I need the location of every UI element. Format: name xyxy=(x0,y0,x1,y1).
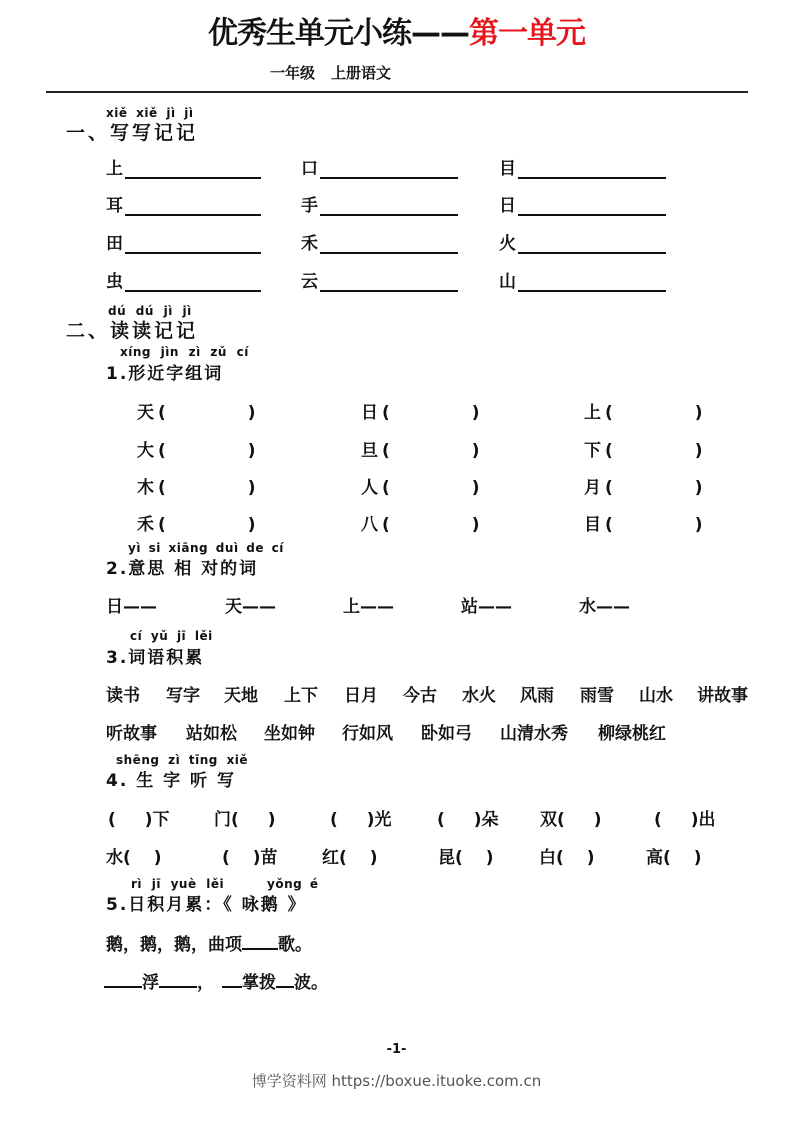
char-label: 上 xyxy=(584,403,601,423)
write-item xyxy=(301,267,458,292)
write-item xyxy=(499,191,666,216)
close-paren: ) xyxy=(247,515,256,535)
vocab-word: 行如风 xyxy=(342,724,393,744)
similar-char-item xyxy=(584,398,703,423)
part5-pinyin-left: rì jī yuè lěi xyxy=(131,877,225,891)
part2-title: 2.意思 相 对的词 xyxy=(106,559,259,579)
char-label: 目 xyxy=(499,159,516,179)
dictation-item[interactable]: 门( ) xyxy=(214,810,276,830)
part5-pinyin-right: yǒng é xyxy=(267,877,319,891)
vocab-word: 雨雪 xyxy=(580,686,614,706)
write-item xyxy=(301,154,458,179)
answer-line[interactable] xyxy=(125,270,261,292)
vocab-word: 卧如弓 xyxy=(421,724,472,744)
similar-char-item xyxy=(137,510,256,535)
antonym-item[interactable]: 日—— xyxy=(106,597,157,617)
dictation-item[interactable]: 高( ) xyxy=(646,848,702,868)
similar-char-item xyxy=(361,436,480,461)
answer-line[interactable] xyxy=(518,232,666,254)
antonym-item[interactable]: 水—— xyxy=(579,597,630,617)
similar-char-item xyxy=(137,398,256,423)
part1-title: 1.形近字组词 xyxy=(106,364,224,384)
source-footer: 博学资料网 https://boxue.ituoke.com.cn xyxy=(251,1072,542,1090)
similar-char-item xyxy=(137,436,256,461)
part4-title: 4. 生 字 听 写 xyxy=(106,771,236,791)
char-label: 目 xyxy=(584,515,601,535)
char-label: 山 xyxy=(499,272,516,292)
vocab-word: 山水 xyxy=(639,686,673,706)
vocab-word: 柳绿桃红 xyxy=(598,724,666,744)
vocab-word: 风雨 xyxy=(520,686,554,706)
char-label: 田 xyxy=(106,234,123,254)
dictation-item[interactable]: 双( ) xyxy=(540,810,602,830)
section1-pinyin: xiě xiě jì jì xyxy=(106,106,194,120)
answer-line[interactable] xyxy=(125,194,261,216)
char-label: 虫 xyxy=(106,272,123,292)
similar-char-item xyxy=(137,473,256,498)
similar-char-item xyxy=(584,436,703,461)
page-number: -1- xyxy=(386,1042,407,1057)
similar-char-item xyxy=(584,473,703,498)
char-label: 手 xyxy=(301,196,318,216)
char-label: 禾 xyxy=(301,234,318,254)
page-title xyxy=(0,14,793,54)
subtitle xyxy=(270,62,391,83)
similar-char-item xyxy=(361,398,480,423)
write-item xyxy=(106,154,261,179)
write-item xyxy=(106,229,261,254)
char-label: 人 xyxy=(361,478,378,498)
char-label: 木 xyxy=(137,478,154,498)
write-item xyxy=(301,191,458,216)
answer-line[interactable] xyxy=(125,157,261,179)
close-paren: ) xyxy=(694,515,703,535)
char-label: 口 xyxy=(301,159,318,179)
dictation-item[interactable]: 红( ) xyxy=(322,848,378,868)
similar-char-item xyxy=(584,510,703,535)
open-paren: ( xyxy=(158,403,166,423)
grade-label: 一年级 xyxy=(270,64,316,82)
antonym-item[interactable]: 站—— xyxy=(461,597,512,617)
answer-line[interactable] xyxy=(320,194,458,216)
header-divider xyxy=(46,91,748,93)
similar-char-item xyxy=(361,473,480,498)
part1-pinyin: xíng jìn zì zǔ cí xyxy=(120,345,249,359)
poem-text: 掌拨 xyxy=(242,973,276,993)
poem-text: ， xyxy=(197,973,214,993)
vocab-word: 天地 xyxy=(224,686,258,706)
close-paren: ) xyxy=(471,441,480,461)
vocab-word: 读书 xyxy=(106,686,140,706)
part3-pinyin: cí yǔ jī lěi xyxy=(130,629,213,643)
close-paren: ) xyxy=(471,515,480,535)
close-paren: ) xyxy=(247,403,256,423)
subject-label: 上册语文 xyxy=(331,64,392,82)
dictation-item[interactable]: 白( ) xyxy=(539,848,595,868)
poem-blank[interactable] xyxy=(222,970,242,988)
write-item xyxy=(499,154,666,179)
char-label: 下 xyxy=(584,441,601,461)
close-paren: ) xyxy=(471,478,480,498)
char-label: 天 xyxy=(137,403,154,423)
answer-line[interactable] xyxy=(518,270,666,292)
write-item xyxy=(106,267,261,292)
vocab-word: 日月 xyxy=(344,686,378,706)
close-paren: ) xyxy=(694,441,703,461)
open-paren: ( xyxy=(158,515,166,535)
vocab-word: 讲故事 xyxy=(697,686,748,706)
write-item xyxy=(499,229,666,254)
poem-text: 鹅，鹅，鹅，曲项 xyxy=(106,935,242,955)
section2-title: 二、读读记记 xyxy=(66,320,199,342)
answer-line[interactable] xyxy=(320,157,458,179)
answer-line[interactable] xyxy=(518,157,666,179)
dictation-item[interactable]: ( )光 xyxy=(330,810,392,830)
open-paren: ( xyxy=(382,478,390,498)
open-paren: ( xyxy=(605,403,613,423)
section2-pinyin: dú dú jì jì xyxy=(108,304,192,318)
char-label: 日 xyxy=(499,196,516,216)
poem-text: 波。 xyxy=(294,973,328,993)
char-label: 大 xyxy=(137,441,154,461)
close-paren: ) xyxy=(247,478,256,498)
vocab-word: 上下 xyxy=(284,686,318,706)
dictation-item[interactable]: ( )朵 xyxy=(437,810,499,830)
open-paren: ( xyxy=(158,441,166,461)
dictation-item[interactable]: 昆( ) xyxy=(438,848,494,868)
char-label: 上 xyxy=(106,159,123,179)
vocab-word: 今古 xyxy=(403,686,437,706)
char-label: 云 xyxy=(301,272,318,292)
char-label: 月 xyxy=(584,478,601,498)
answer-line[interactable] xyxy=(320,270,458,292)
char-label: 耳 xyxy=(106,196,123,216)
char-label: 火 xyxy=(499,234,516,254)
antonym-item[interactable]: 天—— xyxy=(225,597,276,617)
section1-title: 一、写写记记 xyxy=(66,122,199,144)
open-paren: ( xyxy=(605,441,613,461)
close-paren: ) xyxy=(694,403,703,423)
open-paren: ( xyxy=(382,515,390,535)
char-label: 禾 xyxy=(137,515,154,535)
open-paren: ( xyxy=(605,478,613,498)
antonym-item[interactable]: 上—— xyxy=(343,597,394,617)
write-item xyxy=(106,191,261,216)
part3-title: 3.词语积累 xyxy=(106,648,205,668)
vocab-word: 山清水秀 xyxy=(500,724,568,744)
char-label: 八 xyxy=(361,515,378,535)
title-unit: 第一单元 xyxy=(469,16,585,51)
dictation-item[interactable]: ( )苗 xyxy=(222,848,278,868)
close-paren: ) xyxy=(247,441,256,461)
poem-text: 浮 xyxy=(142,973,159,993)
poem-line-1 xyxy=(106,930,312,955)
poem-blank[interactable] xyxy=(104,970,142,988)
dictation-item[interactable]: ( )下 xyxy=(108,810,170,830)
close-paren: ) xyxy=(471,403,480,423)
title-main: 优秀生单元小练—— xyxy=(208,16,469,51)
part5-title: 5.日积月累：《 咏鹅 》 xyxy=(106,895,307,915)
poem-line-2 xyxy=(104,968,328,993)
vocab-word: 站如松 xyxy=(186,724,237,744)
close-paren: ) xyxy=(694,478,703,498)
similar-char-item xyxy=(361,510,480,535)
poem-text: 歌。 xyxy=(278,935,312,955)
dictation-item[interactable]: 水( ) xyxy=(106,848,162,868)
open-paren: ( xyxy=(382,403,390,423)
poem-blank[interactable] xyxy=(242,932,278,950)
char-label: 旦 xyxy=(361,441,378,461)
part2-pinyin: yì si xiāng duì de cí xyxy=(128,541,284,555)
poem-blank[interactable] xyxy=(159,970,197,988)
vocab-word: 听故事 xyxy=(106,724,157,744)
vocab-word: 坐如钟 xyxy=(264,724,315,744)
answer-line[interactable] xyxy=(125,232,261,254)
part4-pinyin: shēng zì tīng xiě xyxy=(116,753,249,767)
answer-line[interactable] xyxy=(518,194,666,216)
char-label: 日 xyxy=(361,403,378,423)
vocab-word: 写字 xyxy=(166,686,200,706)
open-paren: ( xyxy=(158,478,166,498)
write-item xyxy=(301,229,458,254)
poem-blank[interactable] xyxy=(276,970,294,988)
open-paren: ( xyxy=(382,441,390,461)
open-paren: ( xyxy=(605,515,613,535)
dictation-item[interactable]: ( )出 xyxy=(654,810,716,830)
answer-line[interactable] xyxy=(320,232,458,254)
write-item xyxy=(499,267,666,292)
vocab-word: 水火 xyxy=(462,686,496,706)
